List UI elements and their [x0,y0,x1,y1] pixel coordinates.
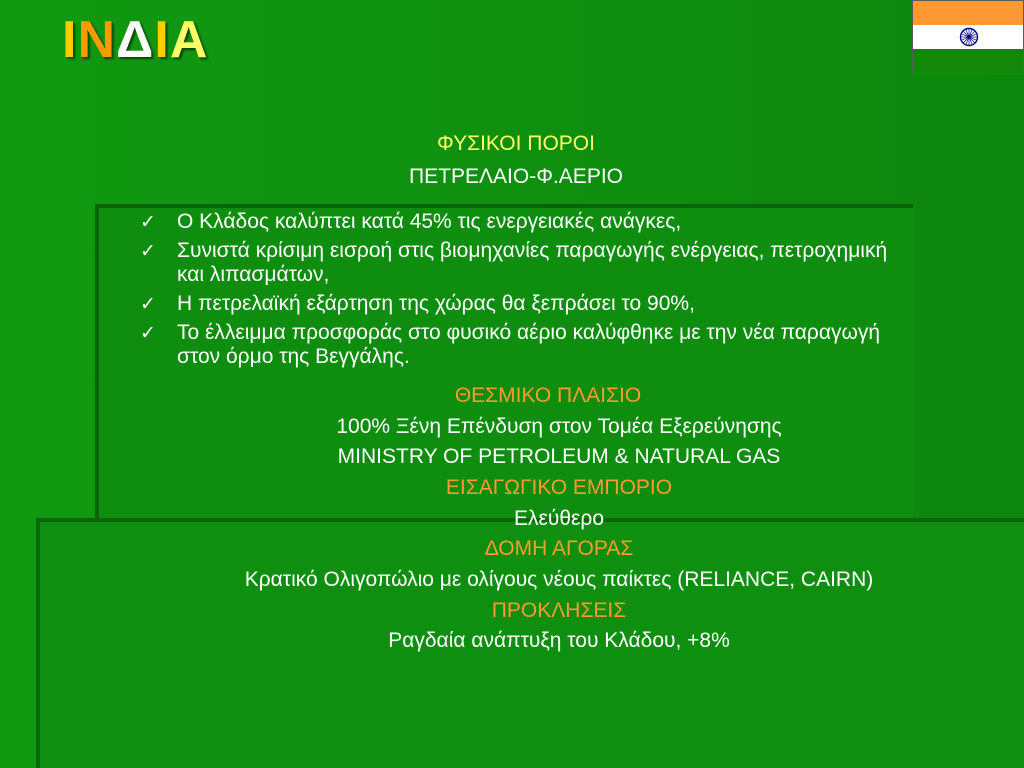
heading-import-trade: ΕΙΣΑΓΩΓΙΚΟ ΕΜΠΟΡΙΟ [445,476,673,499]
flag-green-band [913,49,1023,73]
heading-challenges: ΠΡΟΚΛΗΣΕΙΣ [491,599,627,622]
checkmark-icon: ✓ [140,240,156,262]
bullet-list [140,210,920,374]
india-flag-icon [912,0,1024,74]
heading-market-structure: ΔΟΜΗ ΑΓΟΡΑΣ [484,537,634,560]
list-item [140,292,920,316]
bullet-text: Η πετρελαϊκή εξάρτηση της χώρας θα ξεπράσει το 90%, [177,292,695,315]
title-letter-2: N [77,11,117,69]
checkmark-icon: ✓ [140,293,156,315]
title-letter-4: I [154,11,170,69]
list-item [140,321,920,369]
bullet-text: Συνιστά κρίσιμη εισροή στις βιομηχανίες παραγωγής ενέργειας, πετροχημική και λιπασμάτων, [177,239,888,286]
flag-saffron-band [913,1,1023,25]
checkmark-icon: ✓ [140,322,156,344]
section-title: ΦΥΣΙΚΟΙ ΠΟΡΟΙ [437,132,595,155]
section-subtitle: ΠΕΤΡΕΛΑΙΟ-Φ.ΑΕΡΙΟ [409,165,623,188]
title-letter-1: I [62,11,78,69]
heading-regulatory-framework: ΘΕΣΜΙΚΟ ΠΛΑΙΣΙΟ [454,384,642,407]
list-item [140,239,920,287]
bullet-text: Το έλλειμμα προσφοράς στο φυσικό αέριο καλύφθηκε με την νέα παραγωγή στον όρμο της Βεγγάλης. [177,321,881,368]
flag-white-band [913,25,1023,49]
import-trade-line-1: Ελεύθερο [513,507,605,530]
title-letter-5: A [169,11,209,69]
regulatory-line-2: MINISTRY OF PETROLEUM & NATURAL GAS [337,445,781,468]
title-letter-3: Δ [116,11,155,69]
market-structure-line-1: Κρατικό Ολιγοπώλιο με ολίγους νέους παίκτες (RELIANCE, CAIRN) [244,568,874,591]
slide-title [62,10,208,70]
bullet-text: Ο Κλάδος καλύπτει κατά 45% τις ενεργειακές ανάγκες, [177,210,682,233]
challenges-line-1: Ραγδαία ανάπτυξη του Κλάδου, +8% [388,629,730,652]
list-item [140,210,920,234]
regulatory-line-1: 100% Ξένη Επένδυση στον Τομέα Εξερεύνησης [336,415,782,438]
checkmark-icon: ✓ [140,211,156,233]
ashoka-chakra-icon [959,27,979,47]
